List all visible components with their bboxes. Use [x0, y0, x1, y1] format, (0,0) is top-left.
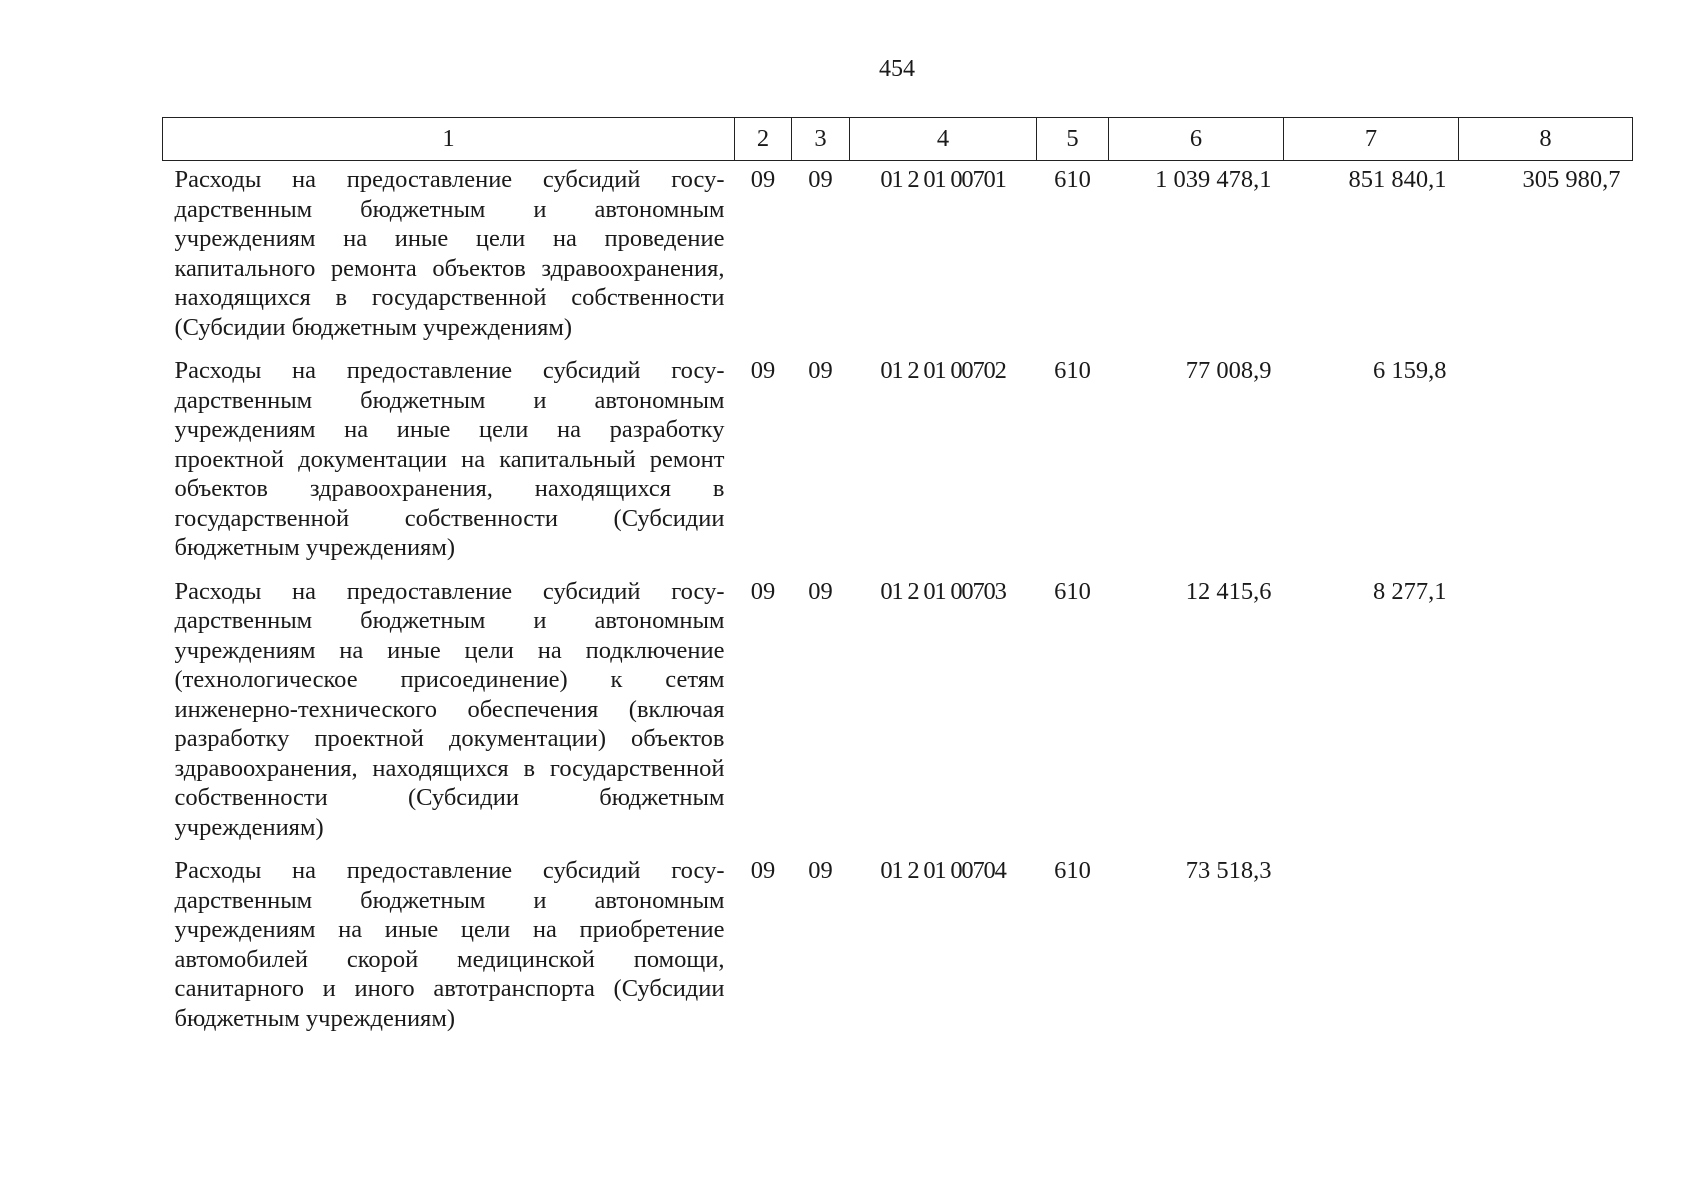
table-row — [163, 161, 1633, 357]
header-cell-4: 4 — [850, 118, 1037, 161]
row-subsection: 09 — [808, 857, 833, 884]
row-subsection: 09 — [808, 357, 833, 384]
page-number: 454 — [879, 56, 915, 82]
row-amount-8 — [1459, 856, 1633, 1047]
row-target-code: 01 2 01 00702 — [880, 357, 1006, 384]
header-cell-2: 2 — [735, 118, 792, 161]
table-row — [163, 856, 1633, 1047]
header-cell-7: 7 — [1284, 118, 1459, 161]
row-subsection: 09 — [808, 166, 833, 193]
row-amount-7: 8 277,1 — [1373, 577, 1447, 605]
header-cell-1: 1 — [163, 118, 735, 161]
header-cell-5: 5 — [1037, 118, 1109, 161]
row-amount-8: 305 980,7 — [1522, 166, 1621, 193]
row-description: Расходы на предоставление субсидий государственным бюджетным и автономным учреждениям на иные цели на подключение (технологическое присоединение) к сетям инженерно-технического обеспечения (включая разработку проектной документации) объектов здравоохранения, находящихся в государственной собственности (Субсидии бюджетным учреждениям) — [174, 577, 725, 841]
row-amount-6: 1 039 478,1 — [1155, 166, 1272, 193]
row-expense-type: 610 — [1054, 357, 1091, 384]
row-amount-8 — [1459, 577, 1633, 857]
row-description: Расходы на предоставление субсидий государственным бюджетным и автономным учреждениям на иные цели на разработку проектной документации на капитальный ремонт объектов здравоохранения, находящихся в государственной собственности (Субсидии бюджетным учреждениям) — [174, 357, 725, 561]
row-target-code: 01 2 01 00704 — [880, 857, 1006, 884]
header-cell-3: 3 — [792, 118, 850, 161]
row-description: Расходы на предоставление субсидий государственным бюджетным и автономным учреждениям на иные цели на проведение капитального ремонта объектов здравоохранения, находящихся в государственной собственности (Субсидии бюджетным учреждениям) — [174, 166, 725, 341]
row-section: 09 — [750, 166, 776, 193]
row-amount-6: 73 518,3 — [1185, 857, 1272, 884]
header-cell-6: 6 — [1109, 118, 1284, 161]
row-expense-type: 610 — [1054, 857, 1091, 884]
row-amount-6: 77 008,9 — [1185, 357, 1272, 384]
row-section: 09 — [750, 577, 776, 605]
row-target-code: 01 2 01 00703 — [880, 577, 1006, 605]
table-row — [163, 577, 1633, 857]
table-header — [163, 118, 1633, 161]
row-description: Расходы на предоставление субсидий государственным бюджетным и автономным учреждениям на иные цели на приобретение автомобилей скорой медицинской помощи, санитарного и иного автотранспорта (Субсидии бюджетным учреждениям) — [174, 857, 725, 1032]
row-section: 09 — [750, 357, 776, 384]
header-cell-8: 8 — [1459, 118, 1633, 161]
budget-table — [162, 117, 1633, 1047]
row-amount-7 — [1284, 856, 1459, 1047]
header-row — [163, 118, 1633, 161]
row-amount-6: 12 415,6 — [1185, 577, 1272, 605]
table-row — [163, 356, 1633, 577]
table-body — [163, 161, 1633, 1048]
row-expense-type: 610 — [1054, 577, 1091, 605]
row-amount-7: 6 159,8 — [1373, 357, 1447, 384]
row-target-code: 01 2 01 00701 — [880, 166, 1006, 193]
row-expense-type: 610 — [1054, 166, 1091, 193]
row-section: 09 — [750, 857, 776, 884]
row-subsection: 09 — [808, 577, 833, 605]
row-amount-8 — [1459, 356, 1633, 577]
row-amount-7: 851 840,1 — [1348, 166, 1447, 193]
